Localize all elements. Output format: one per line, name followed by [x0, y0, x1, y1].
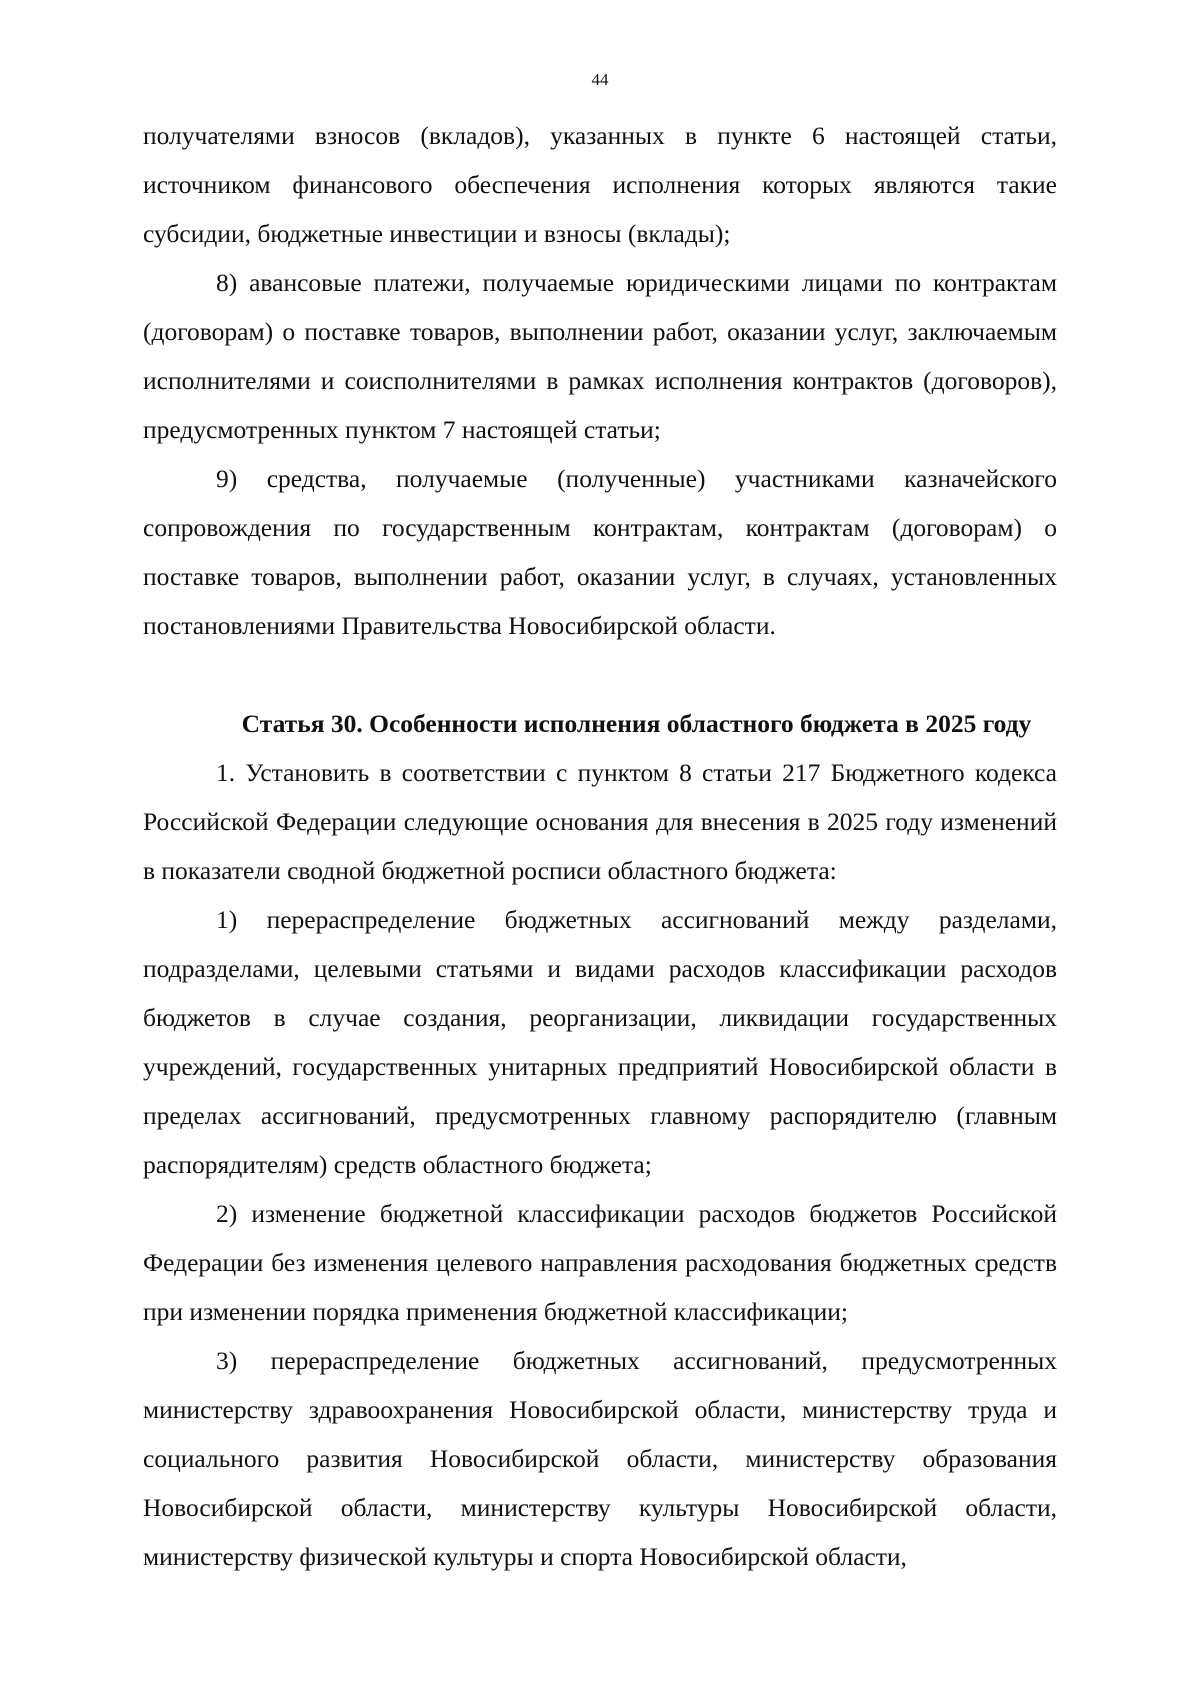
- article-item-3: 3) перераспределение бюджетных ассигнований, предусмотренных министерству здравоохранения Новосибирской области, министерству труда и социального развития Новосибирской области, министерству образования Новосибирской области, министерству культуры Новосибирской области, министерству физической культуры и спорта Новосибирской области,: [143, 1346, 1057, 1571]
- paragraph-item-8: 8) авансовые платежи, получаемые юридическими лицами по контрактам (договорам) о поставке товаров, выполнении работ, оказании услуг, заключаемым исполнителями и соисполнителями в рамках исполнения контрактов (договоров), предусмотренных пунктом 7 настоящей статьи;: [143, 268, 1057, 444]
- paragraph-item-9: 9) средства, получаемые (полученные) участниками казначейского сопровождения по государственным контрактам, контрактам (договорам) о поставке товаров, выполнении работ, оказании услуг, в случаях, установленных постановлениями Правительства Новосибирской области.: [143, 464, 1057, 640]
- page-number: 44: [591, 70, 609, 89]
- document-body: [143, 111, 1057, 1581]
- article-title: Статья 30. Особенности исполнения областного бюджета в 2025 году: [241, 709, 1032, 738]
- article-item-1: 1) перераспределение бюджетных ассигнований между разделами, подразделами, целевыми статьями и видами расходов классификации расходов бюджетов в случае создания, реорганизации, ликвидации государственных учреждений, государственных унитарных предприятий Новосибирской области в пределах ассигнований, предусмотренных главному распорядителю (главным распорядителям) средств областного бюджета;: [143, 905, 1057, 1179]
- article-paragraph-1: 1. Установить в соответствии с пунктом 8 статьи 217 Бюджетного кодекса Российской Федерации следующие основания для внесения в 2025 году изменений в показатели сводной бюджетной росписи областного бюджета:: [143, 758, 1057, 885]
- article-item-2: 2) изменение бюджетной классификации расходов бюджетов Российской Федерации без изменения целевого направления расходования бюджетных средств при изменении порядка применения бюджетной классификации;: [143, 1199, 1057, 1326]
- paragraph-continuation: получателями взносов (вкладов), указанных в пункте 6 настоящей статьи, источником финансового обеспечения исполнения которых являются такие субсидии, бюджетные инвестиции и взносы (вклады);: [143, 121, 1057, 248]
